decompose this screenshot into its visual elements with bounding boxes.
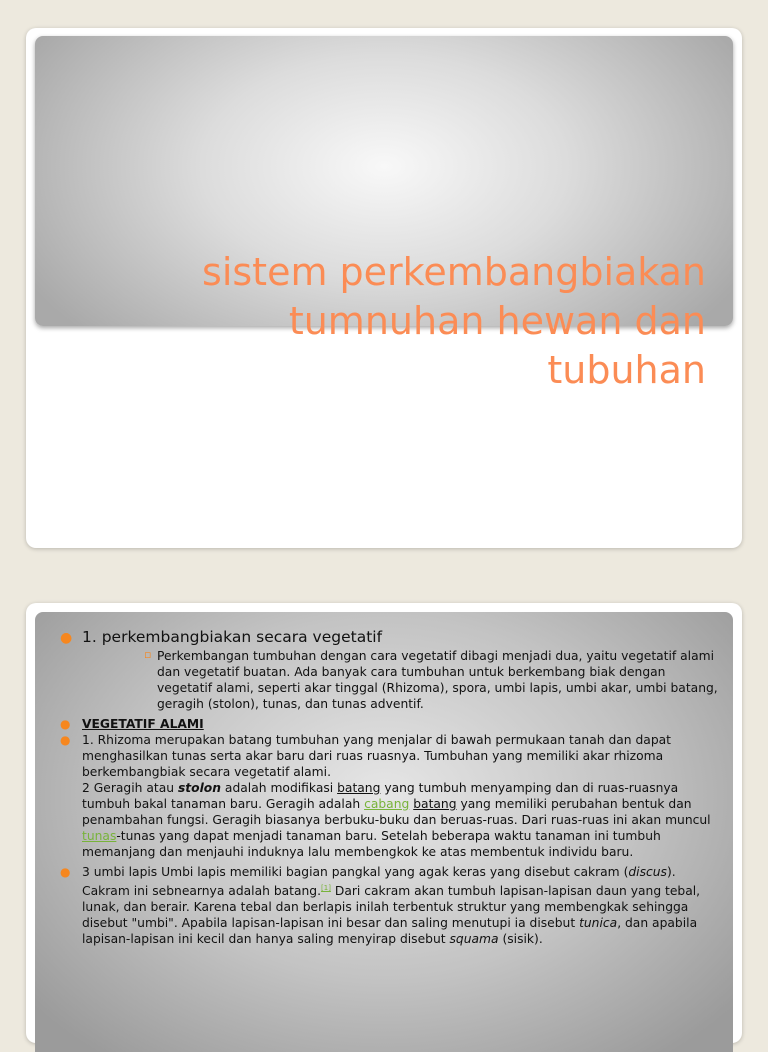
stolon-text-2: adalah modifikasi — [221, 781, 338, 795]
heading-text: 1. perkembangbiakan secara vegetatif — [82, 628, 383, 646]
sub-bullet-icon: ▫ — [144, 648, 152, 661]
bullet-icon: ● — [60, 717, 71, 731]
slide-title — [46, 248, 706, 395]
rhizoma-text: 1. Rhizoma merupakan batang tumbuhan yang menjalar di bawah permukaan tanah dan dapat menghasilkan tunas serta akar baru dari ruas ruasnya. Tumbuhan yang memiliki akar rhizoma berkembangbiak secara vegetatif alami. — [82, 733, 671, 779]
stolon-text-5: yang memiliki perubahan bentuk dan penambahan fungsi. Geragih biasanya berbuku-buku dan beruas-ruas. Dari ruas-ruas ini akan muncul — [82, 797, 711, 827]
bullet-umbi-lapis — [60, 864, 720, 947]
bullet-icon: ● — [60, 733, 71, 747]
content-slide — [26, 603, 742, 1043]
paragraph-stolon — [70, 780, 720, 860]
sub-bullet — [144, 648, 723, 712]
link-cabang[interactable]: cabang — [364, 797, 410, 811]
link-batang-2[interactable]: batang — [413, 797, 457, 811]
stolon-text-1: 2 Geragih atau — [82, 781, 178, 795]
title-line-2: tumnuhan hewan dan — [288, 299, 706, 343]
title-slide — [26, 28, 742, 548]
umbi-text-1: 3 umbi lapis Umbi lapis memiliki bagian pangkal yang agak keras yang disebut cakram ( — [82, 865, 629, 879]
umbi-text-4: , dan apabila lapisan-lapisan ini kecil dan hanya saling menyirap disebut — [82, 916, 698, 947]
stolon-text-3: yang tumbuh menyamping dan di ruas-ruasnya tumbuh bakal tanaman baru. Geragih adalah — [82, 781, 679, 811]
link-batang[interactable]: batang — [337, 781, 381, 795]
bullet-section-label — [60, 716, 720, 732]
squama-term: squama — [449, 932, 499, 947]
slide-content — [60, 627, 720, 947]
umbi-text-2: ). Cakram ini sebnearnya adalah batang. — [82, 865, 676, 899]
bullet-rhizoma — [60, 732, 720, 780]
sub-bullet-text: Perkembangan tumbuhan dengan cara vegetatif dibagi menjadi dua, yaitu vegetatif alami dan vegetatif buatan. Ada banyak cara tumbuhan untuk berkembang biak dengan vegetatif alami, seperti akar tinggal (Rhizoma), spora, umbi lapis, umbi akar, umbi batang, geragih (stolon), tunas, dan tunas adventif. — [157, 649, 718, 711]
tunica-term: tunica — [579, 916, 618, 931]
discus-term: discus — [628, 865, 667, 879]
stolon-text-6: -tunas yang dapat menjadi tanaman baru. Setelah beberapa waktu tanaman ini tumbuh memanjang dan menjauhi induknya lalu membengkok ke atas membentuk individu baru. — [82, 829, 661, 859]
stolon-term: stolon — [177, 781, 222, 795]
bullet-icon: ● — [60, 630, 73, 646]
umbi-text-5: (sisik). — [498, 932, 543, 947]
link-tunas[interactable]: tunas — [82, 829, 117, 843]
reference-link[interactable]: [1] — [321, 884, 331, 892]
umbi-text-3: Dari cakram akan tumbuh lapisan-lapisan daun yang tebal, lunak, dan berair. Karena tebal dan berlapis inilah terbentuk struktur yang membengkak sehingga disebut "umbi". Apabila lapisan-lapisan ini besar dan saling menutupi ia disebut — [82, 884, 701, 931]
bullet-icon: ● — [60, 865, 71, 879]
section-label: VEGETATIF ALAMI — [82, 717, 204, 731]
title-line-3: tubuhan — [547, 348, 706, 392]
bullet-heading — [60, 627, 720, 647]
title-line-1: sistem perkembangbiakan — [202, 250, 706, 294]
